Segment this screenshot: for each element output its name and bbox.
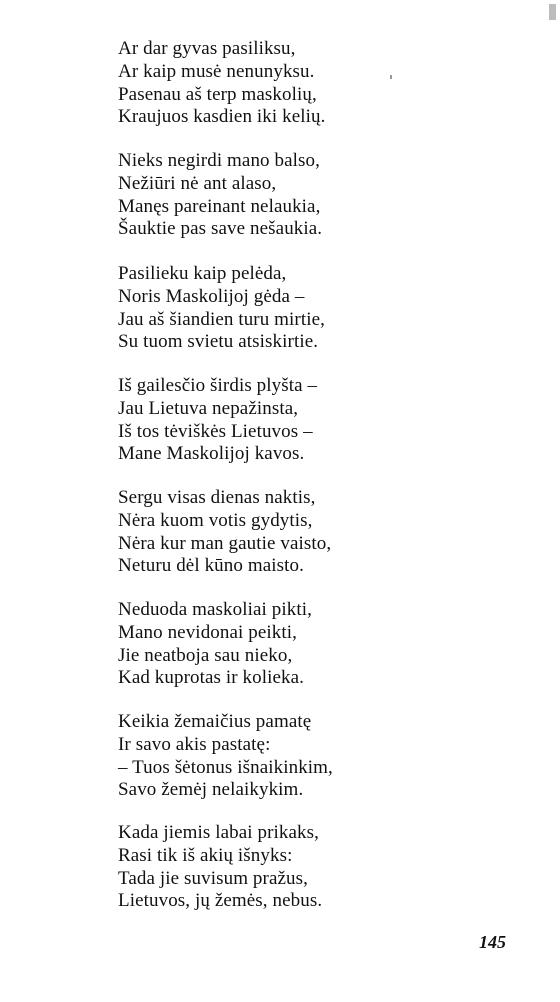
poem-line: Ar dar gyvas pasiliksu, [118,38,296,59]
poem-line: – Tuos šėtonus išnaikinkim, [118,756,333,778]
poem-line: Ar kaip musė nenunyksu. [118,60,315,82]
stanza-3 [118,263,478,354]
poem-line: Nežiūri nė ant alaso, [118,172,277,194]
scan-edge-mark [549,4,556,20]
poem-line: Kraujuos kasdien iki kelių. [118,106,326,128]
poem-line: Pasenau aš terp maskolių, [118,83,317,105]
poem-line: Jie neatboja sau nieko, [118,644,293,666]
poem-line: Kada jiemis labai prikaks, [118,822,319,843]
poem-line: Iš tos tėviškės Lietuvos – [118,420,313,442]
poem-line: Kad kuprotas ir kolieka. [118,667,305,689]
stanza-7 [118,711,478,802]
poem-line: Sergu visas dienas naktis, [118,487,316,508]
poem-line: Šauktie pas save nešaukia. [118,218,323,240]
poem-line: Jau aš šiandien turu mirtie, [118,308,326,330]
poem-line: Iš gailesčio širdis plyšta – [118,375,318,396]
poem-line: Lietuvos, jų žemės, nebus. [118,890,323,912]
page-number: 145 [479,932,506,952]
poem-line: Noris Maskolijoj gėda – [118,285,305,307]
poem-line: Su tuom svietu atsiskirtie. [118,331,319,353]
poem-line: Ir savo akis pastatę: [118,733,271,755]
poem-line: Nėra kuom votis gydytis, [118,509,313,531]
poem-line: Nėra kur man gautie vaisto, [118,532,332,554]
poem-line: Pasilieku kaip pelėda, [118,263,287,284]
poem-line: Keikia žemaičius pamatę [118,711,312,732]
stanza-2 [118,150,478,241]
poem-line: Jau Lietuva nepažinsta, [118,397,299,419]
poem-line: Mano nevidonai peikti, [118,621,297,643]
poem-line: Neturu dėl kūno maisto. [118,555,304,577]
poem-line: Savo žemėj nelaikykim. [118,779,304,801]
poem-line: Tada jie suvisum pražus, [118,867,308,889]
stanza-8 [118,822,478,913]
poem-line: Nieks negirdi mano balso, [118,150,320,171]
stanza-5 [118,487,478,578]
poem-line: Neduoda maskoliai pikti, [118,599,312,620]
poem-line: Mane Maskolijoj kavos. [118,443,305,465]
stanza-1 [118,38,478,129]
poem-line: Manęs pareinant nelaukia, [118,195,321,217]
stanza-4 [118,375,478,466]
poem-line: Rasi tik iš akių išnyks: [118,844,293,866]
stanza-6 [118,599,478,690]
